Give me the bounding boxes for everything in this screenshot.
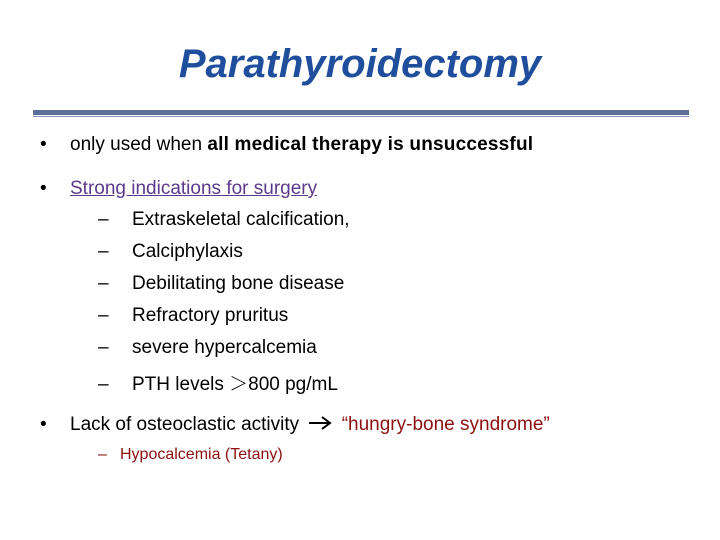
bullet-marker: • — [40, 178, 47, 199]
sub-item — [98, 446, 283, 464]
dash-marker: – — [98, 446, 107, 463]
sub-item-label: PTH levels ＞800 pg/mL — [132, 374, 338, 395]
title-divider — [33, 110, 689, 115]
sub-item — [98, 241, 243, 263]
bullet-2-link[interactable]: Strong indications for surgery — [70, 178, 318, 199]
sub-item — [98, 337, 317, 359]
dash-marker: – — [98, 209, 109, 230]
title-divider-shadow — [33, 116, 689, 117]
bullet-3-after: “hungry-bone syndrome” — [336, 414, 550, 436]
dash-marker: – — [98, 241, 109, 262]
sub-item — [98, 305, 288, 327]
bullet-1-bold: all medical therapy is unsuccessful — [207, 134, 534, 155]
bullet-marker: • — [40, 134, 47, 155]
right-arrow-icon — [308, 414, 332, 436]
bullet-3-before: Lack of osteoclastic activity — [70, 414, 305, 436]
bullet-marker: • — [40, 414, 47, 435]
sub-item-label: Refractory pruritus — [132, 305, 289, 326]
sub-item-label: severe hypercalcemia — [132, 337, 317, 358]
dash-marker: – — [98, 374, 109, 395]
bullet-3-text — [70, 414, 550, 436]
dash-marker: – — [98, 305, 109, 326]
dash-marker: – — [98, 337, 109, 358]
sub-item — [98, 273, 344, 295]
sub-item-label: Hypocalcemia (Tetany) — [120, 446, 283, 463]
sub-item-label: Calciphylaxis — [132, 241, 243, 262]
sub-item-label: Debilitating bone disease — [132, 273, 345, 294]
bullet-1-text — [70, 134, 533, 156]
sub-item — [98, 369, 338, 396]
sub-item-label: Extraskeletal calcification, — [132, 209, 350, 230]
sub-item — [98, 209, 350, 231]
page-title: Parathyroidectomy — [178, 42, 542, 86]
bullet-1-plain: only used when — [70, 134, 208, 155]
dash-marker: – — [98, 273, 109, 294]
